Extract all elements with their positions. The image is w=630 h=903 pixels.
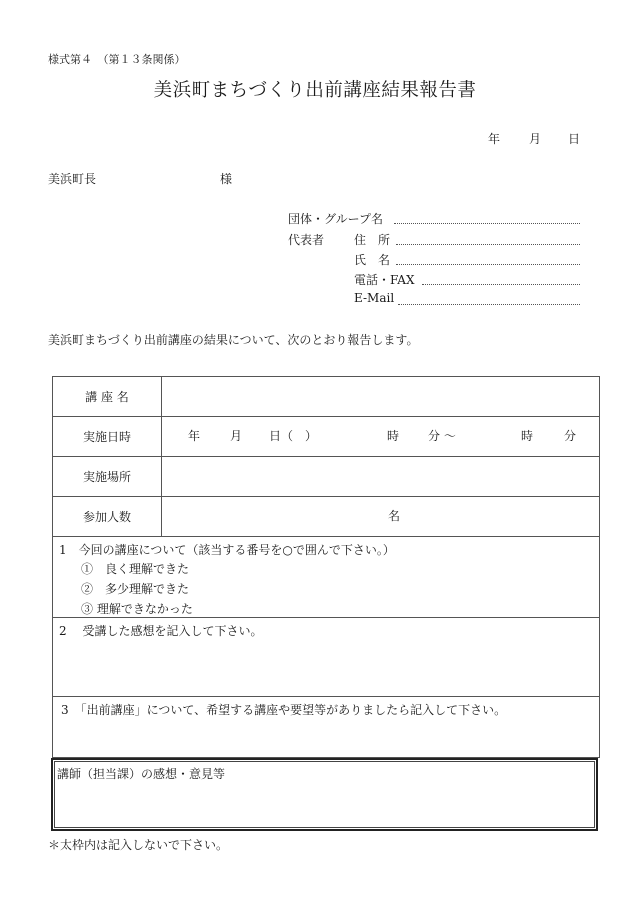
instructor-comments-box[interactable] <box>51 758 598 831</box>
email-label: E-Mail <box>354 291 395 305</box>
q1-option-2[interactable]: ② 多少理解できた <box>81 582 190 596</box>
date-month-label: 月 <box>529 132 542 146</box>
page-title: 美浜町まちづくり出前講座結果報告書 <box>153 80 477 101</box>
address-field[interactable] <box>396 244 580 245</box>
place-label: 実施場所 <box>53 457 162 497</box>
course-name-row <box>53 377 600 417</box>
place-row <box>53 457 600 497</box>
date-field-year: 年 <box>188 429 201 443</box>
addressee-name: 美浜町長 <box>48 172 97 186</box>
representative-label: 代表者 <box>288 233 325 247</box>
addressee-honorific: 様 <box>220 172 233 186</box>
date-label: 実施日時 <box>53 417 162 457</box>
email-field[interactable] <box>398 304 580 305</box>
q3-section[interactable] <box>53 697 600 758</box>
q1-section[interactable] <box>53 537 600 618</box>
q2-row <box>53 618 600 697</box>
q1-row <box>53 537 600 618</box>
q2-text: 2 受講した感想を記入して下さい。 <box>59 624 263 638</box>
phone-fax-field[interactable] <box>422 284 580 285</box>
form-number: 様式第４ （第１３条関係） <box>48 53 186 66</box>
time-start-minute: 分 〜 <box>428 429 456 443</box>
participants-row <box>53 497 600 537</box>
date-day-label: 日 <box>568 132 581 146</box>
group-name-field[interactable] <box>394 223 580 224</box>
place-field[interactable] <box>162 457 600 497</box>
date-year-label: 年 <box>488 132 501 146</box>
time-end-minute: 分 <box>564 429 577 443</box>
phone-fax-label: 電話・FAX <box>354 273 415 287</box>
name-field[interactable] <box>396 264 580 265</box>
intro-text: 美浜町まちづくり出前講座の結果について、次のとおり報告します。 <box>48 333 419 347</box>
q1-text: 1 今回の講座について（該当する番号を○で囲んで下さい。） <box>59 543 395 557</box>
group-name-label: 団体・グループ名 <box>288 212 384 226</box>
q2-section[interactable] <box>53 618 600 697</box>
participants-label: 参加人数 <box>53 497 162 537</box>
report-table <box>52 376 600 758</box>
time-start-hour: 時 <box>387 429 400 443</box>
course-name-field[interactable] <box>162 377 600 417</box>
address-label: 住 所 <box>354 233 391 247</box>
name-label: 氏 名 <box>354 253 391 267</box>
footnote: ＊太枠内は記入しないで下さい。 <box>48 838 229 852</box>
q1-option-1[interactable]: ① 良く理解できた <box>81 562 190 576</box>
participants-unit: 名 <box>388 509 401 523</box>
q1-option-3[interactable]: ③ 理解できなかった <box>81 602 193 616</box>
date-field[interactable] <box>162 417 600 457</box>
time-end-hour: 時 <box>521 429 534 443</box>
date-field-month: 月 <box>230 429 243 443</box>
date-field-day: 日（ ） <box>269 429 318 443</box>
course-name-label: 講 座 名 <box>53 377 162 417</box>
participants-field[interactable] <box>162 497 600 537</box>
date-row <box>53 417 600 457</box>
q3-row <box>53 697 600 758</box>
q3-text: 3 「出前講座」について、希望する講座や要望等がありましたら記入して下さい。 <box>61 703 507 717</box>
instructor-comments-label: 講師（担当課）の感想・意見等 <box>57 767 226 781</box>
